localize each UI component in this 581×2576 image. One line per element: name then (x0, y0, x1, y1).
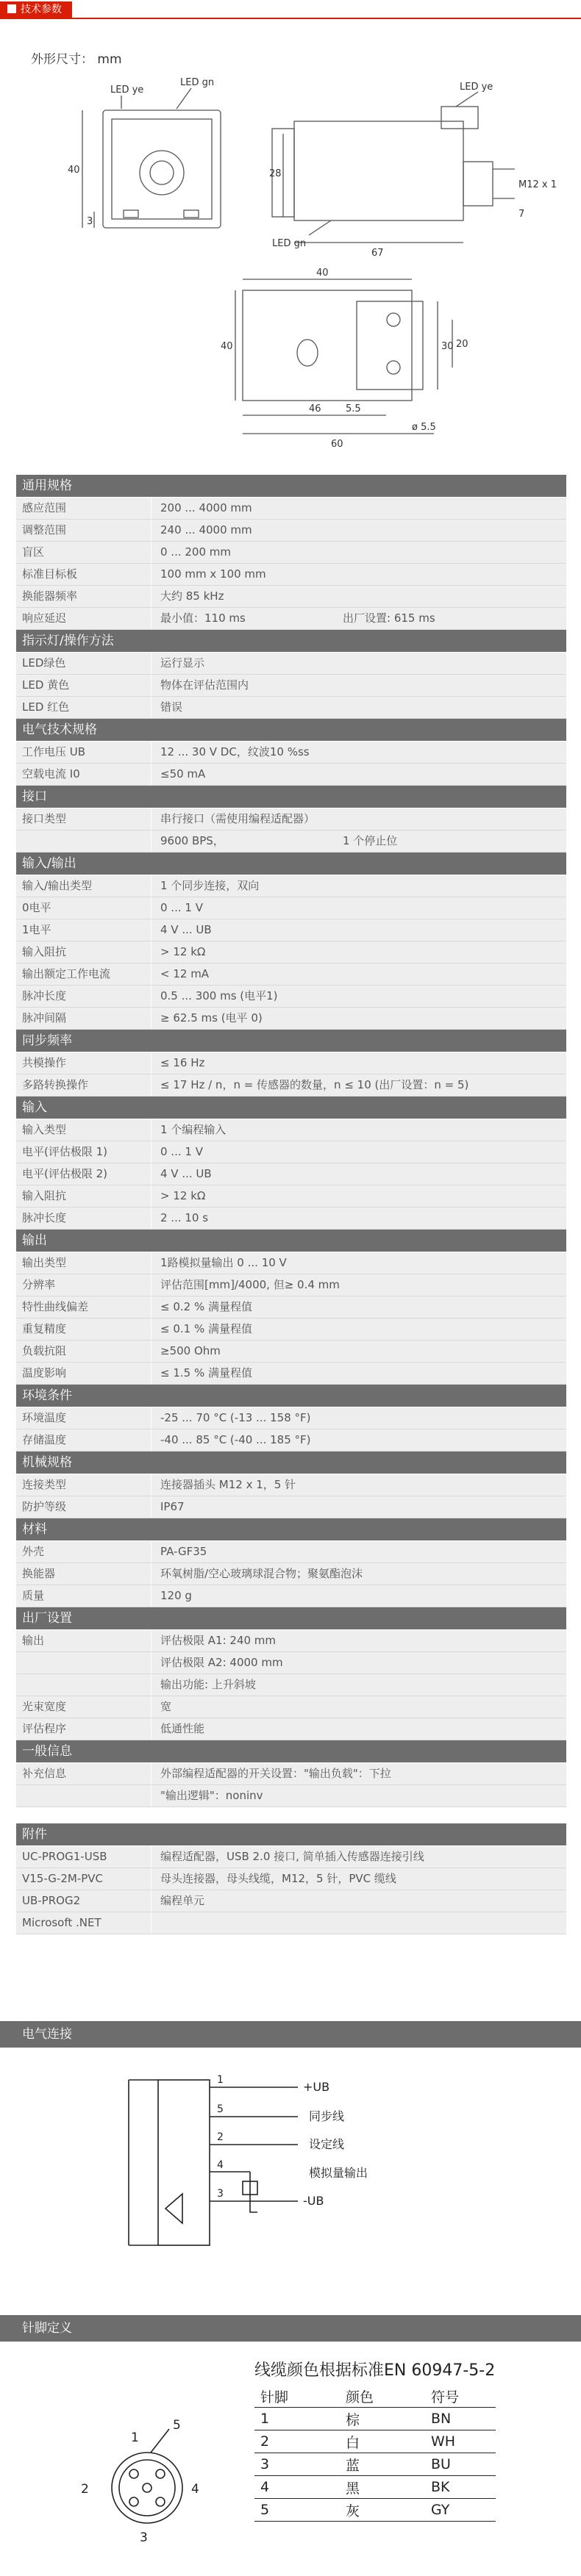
spec-value (152, 1319, 566, 1340)
spec-value (152, 875, 566, 897)
spec-value (152, 986, 566, 1007)
pin-symbol: GY (425, 2499, 496, 2522)
accessory-row (16, 1890, 566, 1912)
spec-key: 存储温度 (16, 1429, 152, 1451)
accessory-name: UB-PROG2 (16, 1890, 152, 1912)
spec-value (152, 1585, 566, 1607)
side-led-gn: LED gn (272, 238, 307, 249)
section-header: 指示灯/操作方法 (16, 630, 566, 653)
spec-value-text: 120 g (160, 1589, 192, 1602)
spec-row (16, 1052, 566, 1074)
spec-row (16, 986, 566, 1008)
spec-key: 质量 (16, 1585, 152, 1607)
spec-key: 输入/输出类型 (16, 875, 152, 897)
pinout-table-title: 线缆颜色根据标准EN 60947-5-2 (254, 2361, 496, 2380)
spec-value-text: 串行接口（需使用编程适配器） (160, 812, 316, 825)
spec-value-extra: 出厂设置: 615 ms (343, 611, 435, 625)
spec-row (16, 1718, 566, 1740)
top-w40: 40 (316, 268, 329, 279)
section-header: 环境条件 (16, 1385, 566, 1407)
spec-value (152, 1341, 566, 1362)
spec-key (16, 1785, 152, 1807)
spec-value-text: ≤50 mA (160, 767, 206, 781)
conn-pin-1: 1 (131, 2430, 139, 2445)
spec-value (152, 1074, 566, 1096)
spec-row (16, 742, 566, 764)
spec-value-text: 9600 BPS， (160, 834, 224, 847)
spec-key: 共模操作 (16, 1052, 152, 1074)
spec-value (152, 1563, 566, 1585)
spec-row (16, 1185, 566, 1208)
spec-value-text: "输出逻辑"：noninv (160, 1789, 263, 1802)
spec-value-text: 1 个编程输入 (160, 1123, 227, 1136)
spec-key: 脉冲间隔 (16, 1008, 152, 1029)
pin-symbol: BN (425, 2408, 496, 2430)
spec-value (152, 1274, 566, 1296)
section-header: 通用规格 (16, 475, 566, 498)
spec-value-text: 低通性能 (160, 1722, 205, 1735)
connector-face (59, 2411, 235, 2565)
spacer (16, 1807, 566, 1823)
spec-row (16, 1763, 566, 1785)
spec-row (16, 542, 566, 564)
spec-row (16, 653, 566, 675)
spec-key (16, 1674, 152, 1696)
section-header: 出厂设置 (16, 1607, 566, 1630)
conn-pin-4: 4 (191, 2482, 199, 2497)
spec-value-text: 200 ... 4000 mm (160, 501, 252, 514)
color-header: 颜色 (340, 2385, 425, 2408)
spec-row (16, 1429, 566, 1452)
spec-value-text: 0 ... 1 V (160, 1145, 203, 1158)
spec-value (152, 1119, 566, 1141)
pin-color: 黑 (340, 2476, 425, 2499)
conn-pin-5: 5 (173, 2418, 181, 2433)
spec-value-text: 100 mm x 100 mm (160, 567, 266, 581)
spec-value-text: -40 ... 85 °C (-40 ... 185 °F) (160, 1433, 311, 1446)
spec-value (152, 897, 566, 919)
accessory-row (16, 1868, 566, 1890)
spec-value-text: IP67 (160, 1500, 185, 1513)
accessory-desc: 编程单元 (160, 1894, 205, 1907)
spec-key: 0电平 (16, 897, 152, 919)
spec-value-extra: 1 个停止位 (343, 834, 398, 847)
pin-row (254, 2499, 496, 2522)
header-tag: 技术参数 (0, 1, 72, 18)
pin-row (254, 2430, 496, 2453)
conn-pin-3: 3 (140, 2530, 148, 2545)
pin-header: 针脚 (254, 2385, 340, 2408)
spec-value (152, 1496, 566, 1518)
spec-value-text: ≤ 0.1 % 满量程值 (160, 1322, 252, 1335)
spec-key: 调整范围 (16, 520, 152, 541)
header-rule (0, 18, 581, 19)
spec-key: 外壳 (16, 1541, 152, 1563)
spec-value (152, 1296, 566, 1318)
dimensions-title: 外形尺寸： mm (31, 52, 122, 67)
pin-color: 白 (340, 2430, 425, 2453)
spec-value (152, 586, 566, 607)
pinout-table (254, 2385, 496, 2522)
pin-row (254, 2408, 496, 2430)
spec-value-text: ≤ 0.2 % 满量程值 (160, 1300, 252, 1313)
spec-key: 输出额定工作电流 (16, 964, 152, 985)
pin-color: 棕 (340, 2408, 425, 2430)
spec-key: 响应延迟 (16, 608, 152, 629)
spec-value (152, 1185, 566, 1207)
wiring-pin-4: 4 (217, 2159, 224, 2171)
spec-key: 输入阻抗 (16, 941, 152, 963)
spec-value-text: 1路模拟量输出 0 ... 10 V (160, 1256, 287, 1269)
section-header: 输入/输出 (16, 853, 566, 875)
spec-table (16, 475, 566, 1934)
spec-value-text: 0 ... 200 mm (160, 545, 232, 559)
spec-row (16, 919, 566, 941)
spec-key: 重复精度 (16, 1319, 152, 1340)
pin-number: 4 (254, 2476, 340, 2499)
spec-key: 输入阻抗 (16, 1185, 152, 1207)
spec-value (152, 808, 566, 830)
wiring-sync: 同步线 (309, 2109, 345, 2123)
pin-row (254, 2476, 496, 2499)
accessory-row (16, 1912, 566, 1934)
spec-key: 多路转换操作 (16, 1074, 152, 1096)
spec-row (16, 764, 566, 786)
spec-value-text: 评估范围[mm]/4000, 但≥ 0.4 mm (160, 1278, 340, 1291)
section-header: 输入 (16, 1097, 566, 1119)
wiring-teach: 设定线 (309, 2137, 345, 2151)
spec-value-text: 最小值：110 ms (160, 611, 246, 625)
accessory-name: Microsoft .NET (16, 1912, 152, 1934)
top-d5-5: 5.5 (346, 403, 361, 415)
spec-key: 温度影响 (16, 1363, 152, 1384)
section-header: 输出 (16, 1230, 566, 1252)
spec-value-text: 0 ... 1 V (160, 901, 203, 914)
wiring-analog: 模拟量输出 (309, 2166, 368, 2180)
spec-key: 电平(评估极限 2) (16, 1163, 152, 1185)
spec-row (16, 1341, 566, 1363)
spec-value-text: < 12 mA (160, 967, 210, 980)
spec-row (16, 897, 566, 919)
spec-row (16, 1585, 566, 1607)
accessory-name: UC-PROG1-USB (16, 1846, 152, 1868)
wiring-ub-plus: +UB (303, 2080, 330, 2094)
spec-value (152, 742, 566, 763)
spec-value-text: 0.5 ... 300 ms (电平1) (160, 989, 278, 1002)
spec-row (16, 830, 566, 853)
spec-value (152, 1052, 566, 1074)
spec-key: LED 红色 (16, 697, 152, 718)
spec-value (152, 1208, 566, 1229)
accessory-desc: 母头连接器，母头线缆，M12，5 针，PVC 缆线 (160, 1872, 396, 1885)
conn-pin-2: 2 (81, 2482, 89, 2497)
spec-value-text: ≤ 17 Hz / n，n = 传感器的数量，n ≤ 10 (出厂设置：n = 5) (160, 1078, 469, 1091)
spec-key: 脉冲长度 (16, 986, 152, 1007)
spec-row (16, 697, 566, 719)
spec-row (16, 1541, 566, 1563)
spec-row (16, 1363, 566, 1385)
spec-value-text: 外部编程适配器的开关设置："输出负载"：下拉 (160, 1767, 391, 1780)
spec-row (16, 941, 566, 964)
pin-row (254, 2453, 496, 2476)
spec-row (16, 1274, 566, 1296)
spec-value (152, 1652, 566, 1673)
spec-value (152, 1363, 566, 1384)
spec-value-text: -25 ... 70 °C (-13 ... 158 °F) (160, 1411, 311, 1424)
spec-value (152, 1474, 566, 1496)
spec-row (16, 1674, 566, 1696)
accessory-desc (152, 1912, 566, 1934)
spec-value (152, 941, 566, 963)
spec-value-text: ≤ 16 Hz (160, 1056, 205, 1069)
spec-row (16, 1563, 566, 1585)
spec-row (16, 564, 566, 586)
spec-key: 换能器 (16, 1563, 152, 1585)
spec-value-text: 运行显示 (160, 656, 205, 670)
top-d46: 46 (309, 403, 321, 415)
spec-value (152, 1696, 566, 1718)
accessory-row (16, 1846, 566, 1868)
spec-row (16, 586, 566, 608)
pin-color: 蓝 (340, 2453, 425, 2476)
spec-row (16, 1252, 566, 1274)
spec-value-text: 12 ... 30 V DC，纹波10 %ss (160, 745, 310, 758)
spec-row (16, 1074, 566, 1097)
spec-row (16, 1119, 566, 1141)
pin-symbol: BU (425, 2453, 496, 2476)
spec-value (152, 608, 566, 629)
spec-value (152, 1674, 566, 1696)
spec-value-text: 物体在评估范围内 (160, 678, 249, 692)
spec-value (152, 564, 566, 585)
spec-key: 工作电压 UB (16, 742, 152, 763)
spec-value-text: ≤ 1.5 % 满量程值 (160, 1366, 252, 1380)
spec-key: 输出类型 (16, 1252, 152, 1274)
side-h28: 28 (269, 168, 282, 179)
spec-value (152, 1008, 566, 1029)
spec-value-text: 240 ... 4000 mm (160, 523, 252, 537)
pin-number: 3 (254, 2453, 340, 2476)
side-led-ye: LED ye (460, 82, 493, 93)
spec-key: 评估程序 (16, 1718, 152, 1740)
spec-key: 光束宽度 (16, 1696, 152, 1718)
section-header: 一般信息 (16, 1740, 566, 1763)
spec-row (16, 675, 566, 697)
pin-number: 5 (254, 2499, 340, 2522)
spec-value (152, 764, 566, 785)
accessories-header: 附件 (16, 1823, 566, 1846)
front-h3: 3 (87, 216, 93, 227)
spec-row (16, 498, 566, 520)
spec-row (16, 520, 566, 542)
spec-value (152, 1630, 566, 1651)
spec-value-text: ≥500 Ohm (160, 1344, 221, 1357)
section-header: 接口 (16, 786, 566, 808)
spec-value (152, 697, 566, 718)
spec-value-text: 大约 85 kHz (160, 589, 224, 603)
pin-color: 灰 (340, 2499, 425, 2522)
accessory-name: V15-G-2M-PVC (16, 1868, 152, 1890)
front-led-ye: LED ye (110, 85, 144, 96)
spec-value-text: 宽 (160, 1700, 172, 1713)
spec-row (16, 808, 566, 830)
spec-value-text: 4 V ... UB (160, 1167, 212, 1180)
top-d60: 60 (331, 439, 343, 450)
spec-value-text: 评估极限 A2: 4000 mm (160, 1656, 283, 1669)
spec-row (16, 1696, 566, 1718)
spec-row (16, 1652, 566, 1674)
accessory-desc: 编程适配器，USB 2.0 接口, 简单插入传感器连接引线 (160, 1850, 424, 1863)
section-header: 同步频率 (16, 1030, 566, 1052)
spec-key: 感应范围 (16, 498, 152, 519)
spec-value-text: ≥ 62.5 ms (电平 0) (160, 1011, 263, 1025)
side-w67: 67 (371, 248, 384, 259)
spec-value-text: > 12 kΩ (160, 945, 206, 958)
spec-value (152, 1541, 566, 1563)
pinout-band: 针脚定义 (0, 2315, 581, 2342)
spec-value (152, 520, 566, 541)
spec-row (16, 875, 566, 897)
spec-value-text: 错误 (160, 700, 183, 714)
spec-value (152, 542, 566, 563)
spec-row (16, 1319, 566, 1341)
spec-key: 空载电流 I0 (16, 764, 152, 785)
spec-row (16, 1008, 566, 1030)
spec-value (152, 1252, 566, 1274)
spec-value-text: PA-GF35 (160, 1545, 207, 1558)
spec-value (152, 1141, 566, 1163)
spec-key: LED 黄色 (16, 675, 152, 696)
spec-value (152, 1718, 566, 1740)
section-header: 材料 (16, 1518, 566, 1541)
spec-row (16, 1407, 566, 1429)
spec-value (152, 964, 566, 985)
wiring-ub-minus: -UB (303, 2194, 324, 2208)
front-h40: 40 (68, 165, 80, 176)
wiring-pin-5: 5 (217, 2103, 224, 2115)
spec-value (152, 1163, 566, 1185)
pin-symbol: BK (425, 2476, 496, 2499)
spec-value (152, 1763, 566, 1784)
spec-row (16, 1208, 566, 1230)
spec-key: 盲区 (16, 542, 152, 563)
spec-row (16, 1630, 566, 1652)
spec-key: 电平(评估极限 1) (16, 1141, 152, 1163)
spec-key: 1电平 (16, 919, 152, 941)
top-d20: 20 (456, 339, 468, 350)
spec-row (16, 1474, 566, 1496)
spec-value-text: 2 ... 10 s (160, 1211, 209, 1224)
wiring-band: 电气连接 (0, 2021, 581, 2048)
spec-key: 负载抗阻 (16, 1341, 152, 1362)
top-d30: 30 (441, 341, 454, 352)
spec-row (16, 1163, 566, 1185)
spec-key: LED绿色 (16, 653, 152, 674)
section-header: 机械规格 (16, 1452, 566, 1474)
spec-row (16, 1141, 566, 1163)
spec-value-text: 1 个同步连接，双向 (160, 879, 260, 892)
spec-value-text: 输出功能: 上升斜坡 (160, 1678, 256, 1691)
top-dia: ø 5.5 (412, 422, 436, 433)
symbol-header: 符号 (425, 2385, 496, 2408)
spec-key: 补充信息 (16, 1763, 152, 1784)
spec-value (152, 498, 566, 519)
top-h40: 40 (221, 341, 233, 352)
spec-key: 脉冲长度 (16, 1208, 152, 1229)
spec-key: 标准目标板 (16, 564, 152, 585)
spec-key: 连接类型 (16, 1474, 152, 1496)
side-m12: M12 x 1 (518, 179, 557, 190)
spec-key (16, 1652, 152, 1673)
wiring-pin-3: 3 (217, 2188, 224, 2200)
pin-number: 2 (254, 2430, 340, 2453)
spec-value-text: 连接器插头 M12 x 1，5 针 (160, 1478, 296, 1491)
spec-row (16, 1296, 566, 1319)
spec-value-text: 4 V ... UB (160, 923, 212, 936)
wiring-diagram (0, 2058, 581, 2300)
pin-symbol: WH (425, 2430, 496, 2453)
wiring-pin-2: 2 (217, 2131, 224, 2143)
spec-key: 防护等级 (16, 1496, 152, 1518)
spec-key: 接口类型 (16, 808, 152, 830)
spec-value (152, 830, 566, 852)
page-header (0, 0, 581, 21)
spec-value (152, 1785, 566, 1807)
spec-key: 输入类型 (16, 1119, 152, 1141)
spec-key: 换能器频率 (16, 586, 152, 607)
spec-key: 特性曲线偏差 (16, 1296, 152, 1318)
spec-value-text: 评估极限 A1: 240 mm (160, 1634, 277, 1647)
spec-value-text: 环氧树脂/空心玻璃球混合物；聚氨酯泡沫 (160, 1567, 363, 1580)
spec-value (152, 1407, 566, 1429)
front-led-gn: LED gn (180, 77, 215, 88)
spec-key: 环境温度 (16, 1407, 152, 1429)
spec-row (16, 964, 566, 986)
spec-value (152, 1429, 566, 1451)
side-d7: 7 (518, 209, 525, 220)
spec-value (152, 653, 566, 674)
section-header: 电气技术规格 (16, 719, 566, 742)
spec-value (152, 675, 566, 696)
spec-key: 输出 (16, 1630, 152, 1651)
wiring-pin-1: 1 (217, 2074, 224, 2086)
spec-key: 分辨率 (16, 1274, 152, 1296)
spec-value (152, 919, 566, 941)
spec-key (16, 830, 152, 852)
spec-row (16, 1785, 566, 1807)
spec-value-text: > 12 kΩ (160, 1189, 206, 1202)
dimension-drawings (0, 66, 581, 463)
spec-row (16, 1496, 566, 1518)
pin-number: 1 (254, 2408, 340, 2430)
spec-row (16, 608, 566, 630)
